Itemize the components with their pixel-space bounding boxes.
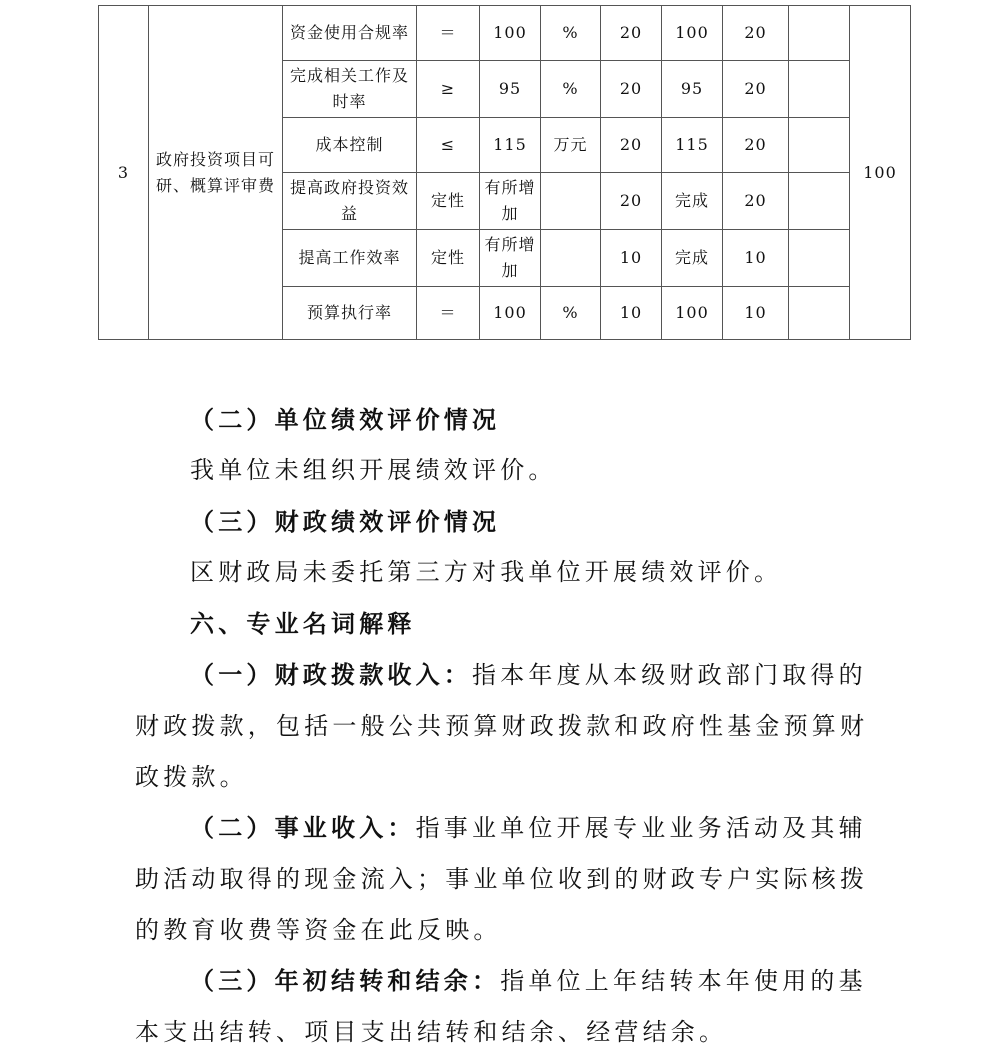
weight-cell: 20: [601, 6, 662, 61]
term-2-paragraph: [135, 802, 880, 956]
actual-cell: 完成: [662, 230, 723, 287]
indicator-cell: 提高工作效率: [283, 230, 417, 287]
target-cell: 有所增加: [480, 173, 541, 230]
unit-cell: %: [541, 6, 601, 61]
operator-cell: ＝: [417, 6, 480, 61]
actual-cell: 完成: [662, 173, 723, 230]
target-cell: 有所增加: [480, 230, 541, 287]
score-cell: 20: [723, 61, 789, 118]
score-cell: 10: [723, 287, 789, 340]
target-cell: 100: [480, 6, 541, 61]
score-cell: 20: [723, 6, 789, 61]
unit-cell: %: [541, 61, 601, 118]
operator-cell: ≤: [417, 118, 480, 173]
glossary-heading: 六、专业名词解释: [190, 609, 416, 638]
note-cell: [789, 118, 850, 173]
weight-cell: 20: [601, 173, 662, 230]
term-3-paragraph: [135, 955, 880, 1058]
performance-table-body: [99, 6, 911, 340]
indicator-cell: 资金使用合规率: [283, 6, 417, 61]
actual-cell: 100: [662, 6, 723, 61]
table-row: [99, 6, 911, 61]
term-2-text: 指事业单位开展专业业务活动及其辅助活动取得的现金流入；事业单位收到的财政专户实际核拨的教育收费等资金在此反映。: [135, 814, 869, 944]
term-1-paragraph: [135, 649, 880, 803]
indicator-cell: 成本控制: [283, 118, 417, 173]
indicator-cell: 完成相关工作及时率: [283, 61, 417, 118]
note-cell: [789, 230, 850, 287]
weight-cell: 10: [601, 230, 662, 287]
unit-cell: %: [541, 287, 601, 340]
operator-cell: ≥: [417, 61, 480, 118]
actual-cell: 100: [662, 287, 723, 340]
term-1-label: （一）财政拨款收入：: [190, 660, 472, 689]
score-cell: 20: [723, 173, 789, 230]
target-cell: 115: [480, 118, 541, 173]
unit-cell: [541, 173, 601, 230]
operator-cell: ＝: [417, 287, 480, 340]
score-cell: 20: [723, 118, 789, 173]
unit-cell: [541, 230, 601, 287]
term-3-label: （三）年初结转和结余：: [190, 966, 501, 995]
note-cell: [789, 61, 850, 118]
project-name-cell: 政府投资项目可研、概算评审费: [149, 6, 283, 340]
weight-cell: 20: [601, 61, 662, 118]
term-3-text: 指单位上年结转本年使用的基本支出结转、项目支出结转和结余、经营结余。: [135, 967, 867, 1046]
term-2-label: （二）事业收入：: [190, 813, 416, 842]
note-cell: [789, 6, 850, 61]
weight-cell: 10: [601, 287, 662, 340]
target-cell: 95: [480, 61, 541, 118]
performance-table: [98, 5, 911, 340]
indicator-cell: 提高政府投资效益: [283, 173, 417, 230]
score-cell: 10: [723, 230, 789, 287]
operator-cell: 定性: [417, 230, 480, 287]
fiscal-eval-heading: （三）财政绩效评价情况: [190, 507, 501, 536]
indicator-cell: 预算执行率: [283, 287, 417, 340]
term-1-text: 指本年度从本级财政部门取得的财政拨款，包括一般公共预算财政拨款和政府性基金预算财政拨款。: [135, 661, 869, 791]
operator-cell: 定性: [417, 173, 480, 230]
unit-cell: 万元: [541, 118, 601, 173]
row-number-cell: 3: [99, 6, 149, 340]
total-score-cell: 100: [850, 6, 911, 340]
actual-cell: 95: [662, 61, 723, 118]
unit-eval-heading: （二）单位绩效评价情况: [190, 405, 501, 434]
weight-cell: 20: [601, 118, 662, 173]
target-cell: 100: [480, 287, 541, 340]
fiscal-eval-text: 区财政局未委托第三方对我单位开展绩效评价。: [190, 558, 783, 586]
unit-eval-text: 我单位未组织开展绩效评价。: [190, 456, 557, 484]
actual-cell: 115: [662, 118, 723, 173]
note-cell: [789, 173, 850, 230]
note-cell: [789, 287, 850, 340]
